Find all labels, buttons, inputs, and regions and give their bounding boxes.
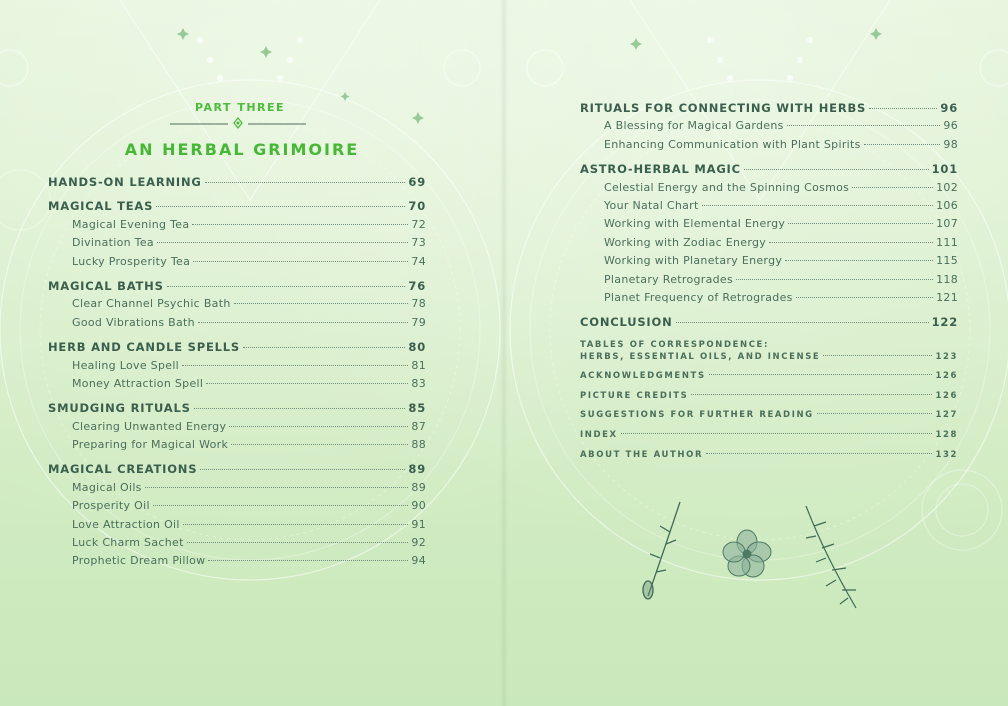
toc-entry-title: ACKNOWLEDGMENTS — [580, 371, 706, 382]
toc-subentry[interactable] — [48, 316, 426, 334]
toc-page-number: 88 — [411, 438, 426, 452]
flower-icon — [723, 530, 771, 577]
dot-leader — [229, 426, 408, 427]
toc-entry[interactable] — [48, 340, 426, 358]
toc-entry-title: Planet Frequency of Retrogrades — [604, 290, 793, 304]
toc-entry-title: Prophetic Dream Pillow — [72, 554, 206, 568]
toc-page-number: 92 — [411, 536, 426, 550]
toc-subentry[interactable] — [48, 481, 426, 499]
dot-leader — [167, 286, 406, 287]
dot-leader — [702, 205, 934, 206]
toc-page-number: 78 — [411, 297, 426, 311]
toc-page-number: 96 — [943, 119, 958, 133]
toc-page-number: 115 — [936, 254, 958, 268]
toc-entry[interactable] — [580, 450, 958, 470]
dot-leader — [817, 413, 933, 414]
toc-subentry[interactable] — [48, 554, 426, 572]
toc-page-number: 121 — [936, 290, 958, 304]
toc-page-number: 107 — [936, 217, 958, 231]
dot-leader — [198, 322, 408, 323]
toc-entry-title: Divination Tea — [72, 236, 154, 250]
dot-leader — [864, 144, 941, 145]
dot-leader — [193, 261, 408, 262]
toc-entry-title: MAGICAL CREATIONS — [48, 462, 198, 477]
dot-leader — [234, 303, 409, 304]
rosemary-sprig-icon — [806, 506, 856, 608]
toc-entry-title: ASTRO-HERBAL MAGIC — [580, 162, 741, 177]
toc-page-number: 76 — [408, 278, 426, 293]
toc-entry-title: HERBS, ESSENTIAL OILS, AND INCENSE — [580, 351, 821, 362]
toc-page-number: 89 — [411, 480, 426, 494]
toc-entry[interactable] — [48, 401, 426, 419]
toc-entry-title: Celestial Energy and the Spinning Cosmos — [604, 180, 850, 194]
toc-subentry[interactable] — [580, 181, 958, 199]
part-label: PART THREE — [194, 101, 286, 114]
dot-leader — [187, 542, 409, 543]
toc-entry-title: A Blessing for Magical Gardens — [604, 119, 784, 133]
toc-page-number: 101 — [931, 162, 958, 177]
toc-entry-title: RITUALS FOR CONNECTING WITH HERBS — [580, 101, 867, 115]
toc-page-number: 98 — [943, 137, 958, 151]
herb-sprig-icon — [643, 502, 680, 599]
dot-leader — [691, 394, 932, 395]
toc-entry-title: Working with Elemental Energy — [604, 217, 786, 231]
dot-leader — [183, 524, 409, 525]
toc-page-number: 73 — [411, 236, 426, 250]
toc-subentry[interactable] — [48, 236, 426, 254]
toc-entry[interactable] — [580, 162, 958, 180]
toc-entry-title: PICTURE CREDITS — [580, 390, 689, 401]
toc-page-number: 96 — [940, 101, 958, 115]
toc-subentry[interactable] — [48, 420, 426, 438]
toc-entry-title: Clearing Unwanted Energy — [72, 419, 227, 433]
toc-entry-title: Your Natal Chart — [604, 198, 699, 212]
dot-leader — [869, 108, 937, 109]
toc-entry-title: Clear Channel Psychic Bath — [72, 297, 231, 311]
toc-page-number: 106 — [936, 198, 958, 212]
toc-entry-title: Money Attraction Spell — [72, 376, 204, 390]
toc-page-number: 111 — [936, 235, 958, 249]
dot-leader — [157, 242, 408, 243]
toc-page-number: 90 — [411, 499, 426, 513]
dot-leader — [231, 444, 408, 445]
dot-leader — [736, 279, 933, 280]
dot-leader — [706, 453, 932, 454]
toc-entry-title: Prosperity Oil — [72, 499, 150, 513]
toc-subentry[interactable] — [48, 218, 426, 236]
dot-leader — [788, 223, 933, 224]
ornament-divider-icon — [170, 117, 306, 129]
book-gutter — [500, 0, 508, 706]
toc-entry-title: MAGICAL TEAS — [48, 199, 154, 214]
dot-leader — [621, 433, 933, 434]
toc-page-number: 102 — [936, 180, 958, 194]
toc-entry[interactable] — [48, 175, 426, 193]
toc-entry[interactable] — [48, 199, 426, 217]
dot-leader — [208, 560, 408, 561]
toc-entry-title: Planetary Retrogrades — [604, 272, 734, 286]
toc-heading: TABLES OF CORRESPONDENCE: — [580, 339, 769, 350]
toc-entry-title: Magical Oils — [72, 480, 142, 494]
dot-leader — [206, 383, 408, 384]
toc-entry[interactable] — [580, 410, 958, 430]
herb-illustrations — [630, 492, 880, 612]
toc-entry-title: Luck Charm Sachet — [72, 536, 184, 550]
toc-entry-title: Healing Love Spell — [72, 358, 180, 372]
toc-entry-title: HERB AND CANDLE SPELLS — [48, 340, 240, 355]
dot-leader — [769, 242, 933, 243]
toc-page-number: 118 — [936, 272, 958, 286]
toc-page-number: 80 — [408, 340, 426, 355]
toc-entry-title: Magical Evening Tea — [72, 217, 190, 231]
toc-page-number: 70 — [408, 199, 426, 214]
toc-entry-title: ABOUT THE AUTHOR — [580, 449, 704, 460]
toc-entry-title: Working with Planetary Energy — [604, 254, 783, 268]
dot-leader — [744, 169, 929, 170]
toc-entry-title: Lucky Prosperity Tea — [72, 254, 191, 268]
toc-entry[interactable] — [580, 315, 958, 333]
toc-entry[interactable] — [580, 371, 958, 391]
toc-entry[interactable] — [48, 462, 426, 480]
toc-entry-title: Working with Zodiac Energy — [604, 235, 767, 249]
toc-page-number: 83 — [411, 376, 426, 390]
toc-page-number: 74 — [411, 254, 426, 268]
toc-entry-title: MAGICAL BATHS — [48, 278, 164, 293]
dot-leader — [200, 469, 405, 470]
toc-entry-title: SUGGESTIONS FOR FURTHER READING — [580, 410, 814, 421]
toc-page-number: 79 — [411, 315, 426, 329]
toc-page-number: 91 — [411, 517, 426, 531]
toc-entry-title: Good Vibrations Bath — [72, 315, 195, 329]
toc-subentry[interactable] — [580, 236, 958, 254]
toc-subentry[interactable] — [580, 138, 958, 156]
toc-left — [48, 172, 426, 573]
dot-leader — [676, 322, 929, 323]
toc-subentry[interactable] — [48, 499, 426, 517]
toc-page-number: 126 — [935, 390, 958, 401]
toc-page-number: 122 — [931, 315, 958, 330]
toc-subentry[interactable] — [580, 199, 958, 217]
toc-subentry[interactable] — [48, 438, 426, 456]
dot-leader — [192, 224, 408, 225]
toc-entry-title: INDEX — [580, 430, 618, 441]
toc-page-number: 94 — [411, 554, 426, 568]
toc-page-number: 132 — [935, 449, 958, 460]
dot-leader — [787, 125, 941, 126]
toc-subentry[interactable] — [48, 359, 426, 377]
section-title: AN HERBAL GRIMOIRE — [124, 140, 360, 159]
toc-subentry[interactable] — [580, 119, 958, 137]
toc-page-number: 81 — [411, 358, 426, 372]
toc-entry-title: CONCLUSION — [580, 315, 673, 330]
toc-page-number: 123 — [935, 351, 958, 362]
toc-entry-title: Preparing for Magical Work — [72, 438, 229, 452]
dot-leader — [709, 374, 933, 375]
toc-subentry[interactable] — [580, 217, 958, 235]
toc-subentry[interactable] — [580, 291, 958, 309]
toc-page-number: 69 — [408, 175, 426, 189]
dot-leader — [145, 487, 409, 488]
toc-entry[interactable] — [580, 391, 958, 411]
toc-page-number: 85 — [408, 401, 426, 416]
toc-subentry[interactable] — [48, 377, 426, 395]
toc-subentry[interactable] — [580, 273, 958, 291]
dot-leader — [823, 355, 932, 356]
toc-entry-title: Love Attraction Oil — [72, 517, 180, 531]
toc-entry-title: SMUDGING RITUALS — [48, 401, 191, 416]
dot-leader — [156, 206, 405, 207]
toc-subentry[interactable] — [48, 536, 426, 554]
toc-subentry[interactable] — [48, 255, 426, 273]
toc-entry[interactable] — [580, 430, 958, 450]
dot-leader — [194, 408, 406, 409]
toc-entry-title: HANDS-ON LEARNING — [48, 175, 202, 189]
dot-leader — [243, 347, 405, 348]
toc-page-number: 128 — [935, 430, 958, 441]
toc-page-number: 72 — [411, 217, 426, 231]
dot-leader — [205, 182, 406, 183]
toc-page-number: 127 — [935, 410, 958, 421]
toc-subentry[interactable] — [580, 254, 958, 272]
dot-leader — [182, 365, 408, 366]
dot-leader — [785, 260, 933, 261]
toc-right — [580, 98, 958, 469]
toc-subentry[interactable] — [48, 518, 426, 536]
dot-leader — [153, 505, 409, 506]
toc-entry[interactable] — [580, 352, 958, 372]
toc-page-number: 126 — [935, 371, 958, 382]
toc-page-number: 87 — [411, 419, 426, 433]
toc-subentry[interactable] — [48, 297, 426, 315]
toc-entry[interactable] — [48, 279, 426, 297]
toc-entry-title: Enhancing Communication with Plant Spirits — [604, 137, 861, 151]
toc-page-number: 89 — [408, 462, 426, 477]
dot-leader — [852, 187, 933, 188]
toc-entry[interactable] — [580, 101, 958, 119]
dot-leader — [796, 297, 933, 298]
